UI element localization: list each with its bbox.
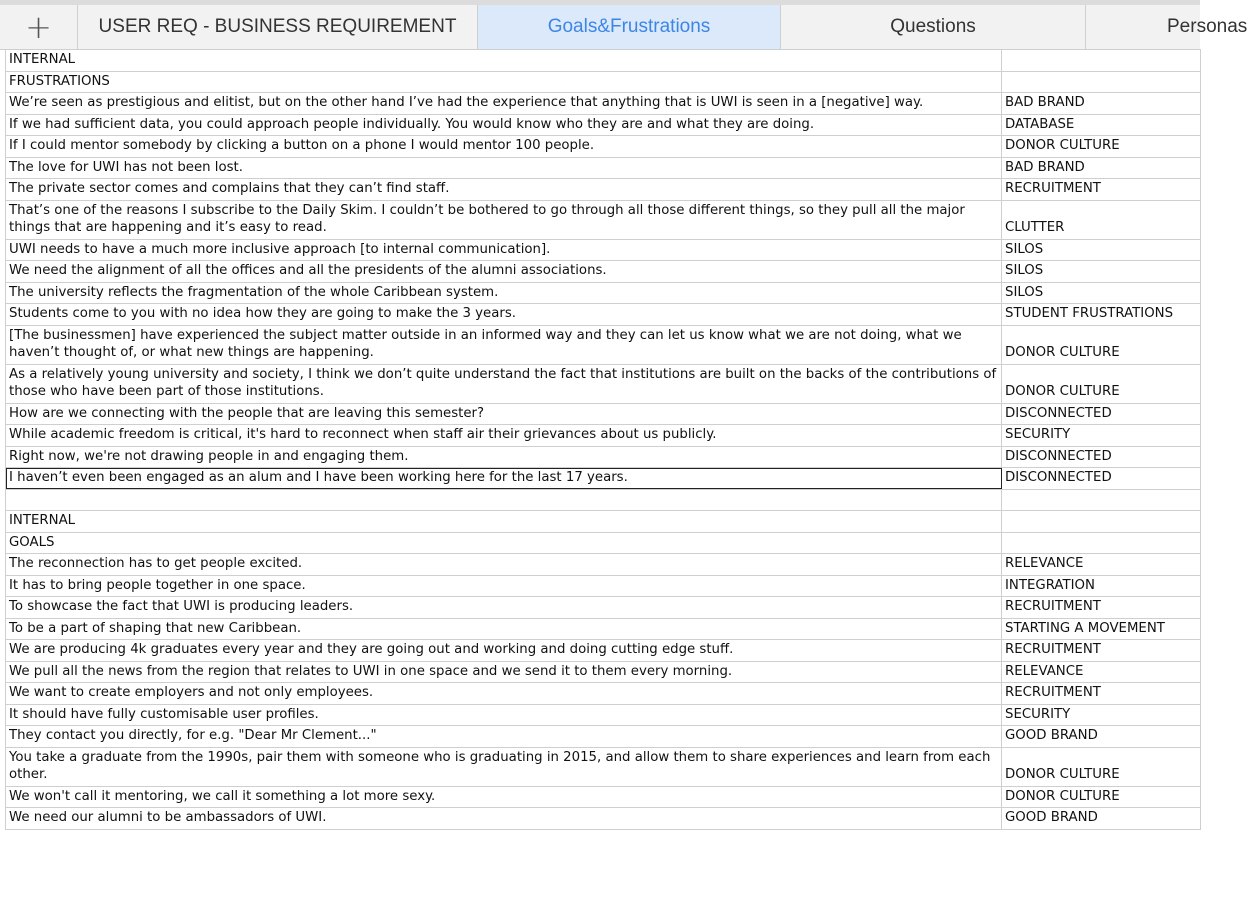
tag-cell[interactable]: RELEVANCE xyxy=(1002,661,1201,683)
quote-cell[interactable]: To be a part of shaping that new Caribbean. xyxy=(6,618,1002,640)
quote-cell[interactable]: It should have fully customisable user profiles. xyxy=(6,704,1002,726)
tag-cell[interactable]: STUDENT FRUSTRATIONS xyxy=(1002,304,1201,326)
quote-cell[interactable]: We want to create employers and not only employees. xyxy=(6,683,1002,705)
section-label-cell[interactable]: INTERNAL xyxy=(6,50,1002,72)
quote-cell[interactable]: The university reflects the fragmentation of the whole Caribbean system. xyxy=(6,282,1002,304)
quote-cell[interactable]: Students come to you with no idea how they are going to make the 3 years. xyxy=(6,304,1002,326)
tag-cell[interactable]: STARTING A MOVEMENT xyxy=(1002,618,1201,640)
table-row xyxy=(6,157,1201,179)
tag-cell[interactable]: GOOD BRAND xyxy=(1002,726,1201,748)
tag-cell[interactable]: DISCONNECTED xyxy=(1002,468,1201,490)
tag-cell[interactable]: CLUTTER xyxy=(1002,200,1201,239)
table-row xyxy=(6,808,1201,830)
table-row xyxy=(6,726,1201,748)
quote-cell[interactable]: It has to bring people together in one space. xyxy=(6,575,1002,597)
section-heading-cell[interactable]: GOALS xyxy=(6,532,1002,554)
tag-cell[interactable]: RECRUITMENT xyxy=(1002,597,1201,619)
quote-cell[interactable]: The reconnection has to get people excited. xyxy=(6,554,1002,576)
tab-user-req-business-requirement[interactable]: USER REQ - BUSINESS REQUIREMENT xyxy=(78,5,478,49)
tag-cell[interactable]: SILOS xyxy=(1002,282,1201,304)
table-row xyxy=(6,618,1201,640)
add-sheet-button[interactable]: + xyxy=(0,5,78,49)
table-row xyxy=(6,640,1201,662)
quote-cell[interactable]: If we had sufficient data, you could approach people individually. You would know who they are and what they are doing. xyxy=(6,114,1002,136)
quote-cell[interactable]: To showcase the fact that UWI is producing leaders. xyxy=(6,597,1002,619)
quote-cell[interactable]: [The businessmen] have experienced the subject matter outside in an informed way and they can let us know what we are not doing, what we haven’t thought of, or what new things are happening. xyxy=(6,325,1002,364)
goals-heading-row xyxy=(6,532,1201,554)
tag-cell[interactable]: INTEGRATION xyxy=(1002,575,1201,597)
quote-cell[interactable]: We need the alignment of all the offices and all the presidents of the alumni associations. xyxy=(6,261,1002,283)
table-row xyxy=(6,304,1201,326)
tag-cell[interactable]: RECRUITMENT xyxy=(1002,640,1201,662)
quote-cell[interactable]: Right now, we're not drawing people in and engaging them. xyxy=(6,446,1002,468)
empty-cell[interactable] xyxy=(1002,71,1201,93)
tag-cell[interactable]: SILOS xyxy=(1002,261,1201,283)
tag-cell[interactable]: SECURITY xyxy=(1002,425,1201,447)
quote-cell[interactable]: The love for UWI has not been lost. xyxy=(6,157,1002,179)
tag-cell[interactable]: DONOR CULTURE xyxy=(1002,136,1201,158)
table-row xyxy=(6,786,1201,808)
quote-cell[interactable]: That’s one of the reasons I subscribe to the Daily Skim. I couldn’t be bothered to go through all those different things, so they pull all the major things that are happening and it’s easy to read. xyxy=(6,200,1002,239)
table-row xyxy=(6,364,1201,403)
section-label-cell[interactable]: INTERNAL xyxy=(6,511,1002,533)
tag-cell[interactable]: SILOS xyxy=(1002,239,1201,261)
tag-cell[interactable]: RELEVANCE xyxy=(1002,554,1201,576)
tag-cell[interactable]: DONOR CULTURE xyxy=(1002,364,1201,403)
tag-cell[interactable]: RECRUITMENT xyxy=(1002,179,1201,201)
table-row xyxy=(6,114,1201,136)
table-row xyxy=(6,468,1201,490)
tag-cell[interactable]: DONOR CULTURE xyxy=(1002,747,1201,786)
goals-frustrations-table xyxy=(5,49,1201,830)
table-row xyxy=(6,683,1201,705)
empty-cell[interactable] xyxy=(1002,511,1201,533)
tag-cell[interactable]: BAD BRAND xyxy=(1002,157,1201,179)
table-row xyxy=(6,261,1201,283)
tag-cell[interactable]: BAD BRAND xyxy=(1002,93,1201,115)
quote-cell[interactable]: I haven’t even been engaged as an alum and I have been working here for the last 17 years. xyxy=(6,468,1002,490)
empty-cell[interactable] xyxy=(1002,532,1201,554)
frustrations-heading-row xyxy=(6,71,1201,93)
tab-personas[interactable]: Personas xyxy=(1167,16,1247,37)
table-row xyxy=(6,597,1201,619)
quote-cell[interactable]: As a relatively young university and society, I think we don’t quite understand the fact that institutions are built on the backs of the contributions of those who have been part of those institutions. xyxy=(6,364,1002,403)
tag-cell[interactable]: DONOR CULTURE xyxy=(1002,786,1201,808)
table-row xyxy=(6,179,1201,201)
quote-cell[interactable]: We pull all the news from the region that relates to UWI in one space and we send it to them every morning. xyxy=(6,661,1002,683)
table-row xyxy=(6,93,1201,115)
quote-cell[interactable]: We are producing 4k graduates every year and they are going out and working and doing cutting edge stuff. xyxy=(6,640,1002,662)
quote-cell[interactable]: We’re seen as prestigious and elitist, but on the other hand I’ve had the experience that anything that is UWI is seen in a [negative] way. xyxy=(6,93,1002,115)
quote-cell[interactable]: How are we connecting with the people that are leaving this semester? xyxy=(6,403,1002,425)
tag-cell[interactable]: SECURITY xyxy=(1002,704,1201,726)
frustrations-label-row xyxy=(6,50,1201,72)
quote-cell[interactable]: You take a graduate from the 1990s, pair them with someone who is graduating in 2015, and allow them to share experiences and learn from each other. xyxy=(6,747,1002,786)
table-row xyxy=(6,282,1201,304)
goals-label-row xyxy=(6,511,1201,533)
tag-cell[interactable]: DISCONNECTED xyxy=(1002,446,1201,468)
quote-cell[interactable]: While academic freedom is critical, it's hard to reconnect when staff air their grievances about us publicly. xyxy=(6,425,1002,447)
table-row xyxy=(6,200,1201,239)
table-row xyxy=(6,747,1201,786)
quote-cell[interactable]: The private sector comes and complains that they can’t find staff. xyxy=(6,179,1002,201)
quote-cell[interactable]: They contact you directly, for e.g. "Dear Mr Clement..." xyxy=(6,726,1002,748)
table-row xyxy=(6,239,1201,261)
tag-cell[interactable]: RECRUITMENT xyxy=(1002,683,1201,705)
table-row xyxy=(6,403,1201,425)
tag-cell[interactable]: DONOR CULTURE xyxy=(1002,325,1201,364)
empty-cell[interactable] xyxy=(1002,50,1201,72)
table-row xyxy=(6,554,1201,576)
quote-cell[interactable]: If I could mentor somebody by clicking a button on a phone I would mentor 100 people. xyxy=(6,136,1002,158)
blank-row xyxy=(6,489,1201,511)
tab-questions[interactable]: Questions xyxy=(781,5,1086,49)
quote-cell[interactable]: We need our alumni to be ambassadors of UWI. xyxy=(6,808,1002,830)
table-row xyxy=(6,704,1201,726)
tag-cell[interactable]: DISCONNECTED xyxy=(1002,403,1201,425)
tab-goals-frustrations[interactable]: Goals&Frustrations xyxy=(478,5,781,49)
quote-cell[interactable]: UWI needs to have a much more inclusive approach [to internal communication]. xyxy=(6,239,1002,261)
spreadsheet-grid[interactable] xyxy=(5,49,1200,900)
table-row xyxy=(6,446,1201,468)
table-row xyxy=(6,136,1201,158)
empty-cell[interactable] xyxy=(6,489,1002,511)
sheet-tab-bar xyxy=(0,0,1247,50)
quote-cell[interactable]: We won't call it mentoring, we call it something a lot more sexy. xyxy=(6,786,1002,808)
table-row xyxy=(6,661,1201,683)
empty-cell[interactable] xyxy=(1002,489,1201,511)
tag-cell[interactable]: DATABASE xyxy=(1002,114,1201,136)
tag-cell[interactable]: GOOD BRAND xyxy=(1002,808,1201,830)
section-heading-cell[interactable]: FRUSTRATIONS xyxy=(6,71,1002,93)
table-row xyxy=(6,325,1201,364)
table-row xyxy=(6,575,1201,597)
table-row xyxy=(6,425,1201,447)
